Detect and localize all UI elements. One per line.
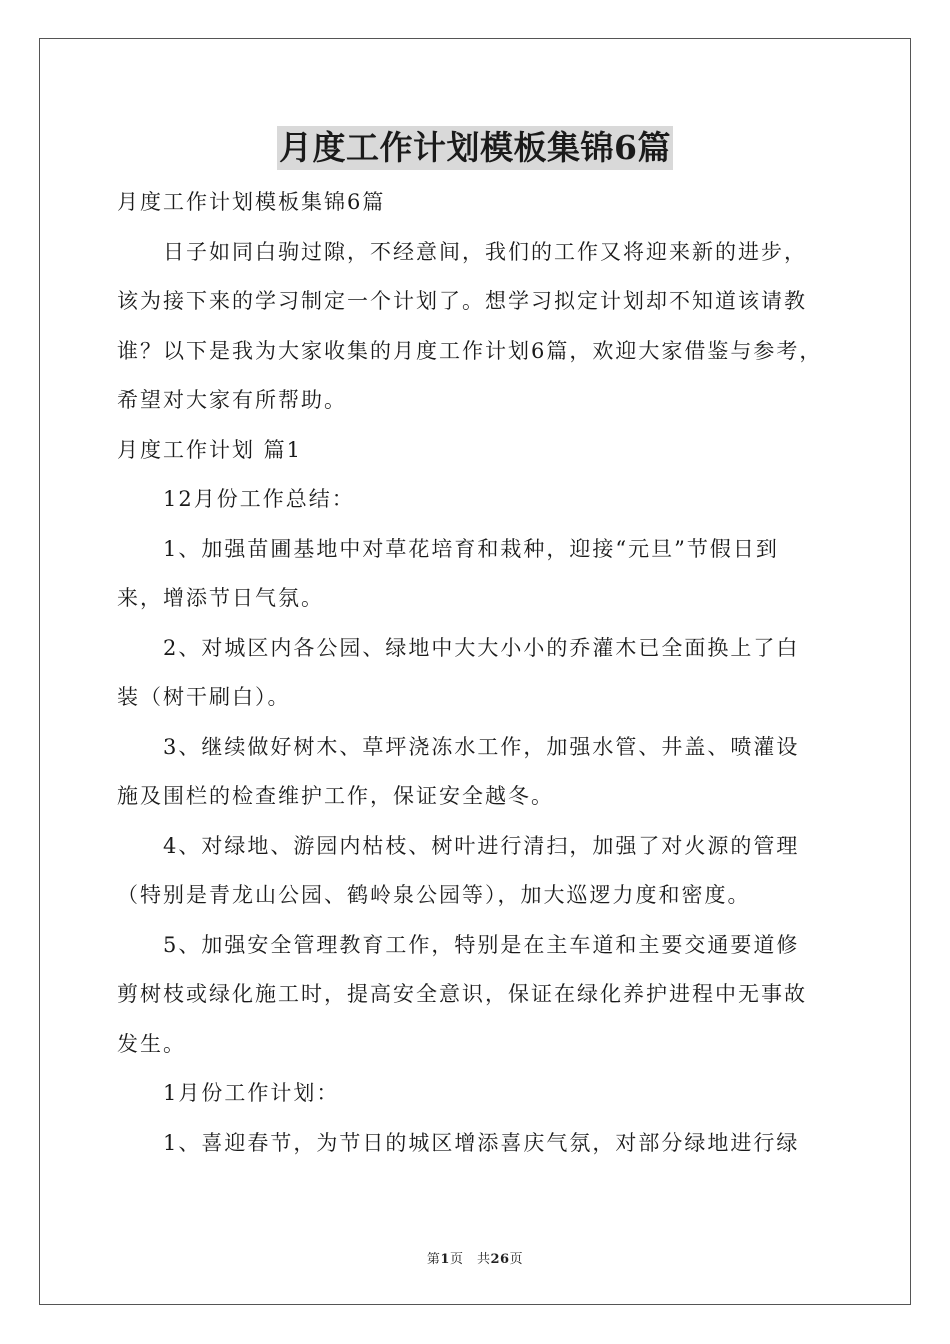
text-line: 该为接下来的学习制定一个计划了。想学习拟定计划却不知道该请教 xyxy=(117,289,807,313)
text-line: 5、加强安全管理教育工作，特别是在主车道和主要交通要道修 xyxy=(163,932,800,957)
text-line: 4、对绿地、游园内枯枝、树叶进行清扫，加强了对火源的管理 xyxy=(163,833,800,858)
text-line: 发生。 xyxy=(117,1031,186,1056)
text-line: 3、继续做好树木、草坪浇冻水工作，加强水管、井盖、喷灌设 xyxy=(163,734,800,759)
text-line: 剪树枝或绿化施工时，提高安全意识，保证在绿化养护进程中无事故 xyxy=(117,982,807,1006)
text-line: 装（树干刷白）。 xyxy=(117,685,291,709)
footer-page-mid: 页 共 xyxy=(449,1252,491,1267)
text-line: 2、对城区内各公园、绿地中大大小小的乔灌木已全面换上了白 xyxy=(163,635,800,660)
text-line: 施及围栏的检查维护工作，保证安全越冬。 xyxy=(117,784,554,808)
text-line: 来，增添节日气氛。 xyxy=(117,586,324,610)
document-title: 月度工作计划模板集锦6篇 xyxy=(277,126,673,170)
footer-page-current: 1 xyxy=(440,1252,450,1267)
text-line: 谁？以下是我为大家收集的月度工作计划6篇，欢迎大家借鉴与参考， xyxy=(117,338,823,363)
page-footer xyxy=(0,1248,950,1267)
text-line: 日子如同白驹过隙，不经意间，我们的工作又将迎来新的进步， xyxy=(163,239,807,264)
text-line: （特别是青龙山公园、鹤岭泉公园等），加大巡逻力度和密度。 xyxy=(117,883,751,907)
text-line: 12月份工作总结： xyxy=(163,487,355,511)
text-line: 1、加强苗圃基地中对草花培育和栽种，迎接“元旦”节假日到 xyxy=(163,536,779,561)
footer-page-suffix: 页 xyxy=(509,1252,524,1267)
footer-page-total: 26 xyxy=(490,1252,510,1267)
footer-page-prefix: 第 xyxy=(426,1252,441,1267)
text-line: 月度工作计划模板集锦6篇 xyxy=(117,190,386,214)
text-line: 1月份工作计划： xyxy=(163,1081,340,1105)
text-line: 希望对大家有所帮助。 xyxy=(117,388,347,412)
title-wrapper xyxy=(0,126,950,170)
text-line: 1、喜迎春节，为节日的城区增添喜庆气氛，对部分绿地进行绿 xyxy=(163,1130,800,1155)
document-body xyxy=(117,178,837,1168)
text-line: 月度工作计划 篇1 xyxy=(117,437,303,462)
